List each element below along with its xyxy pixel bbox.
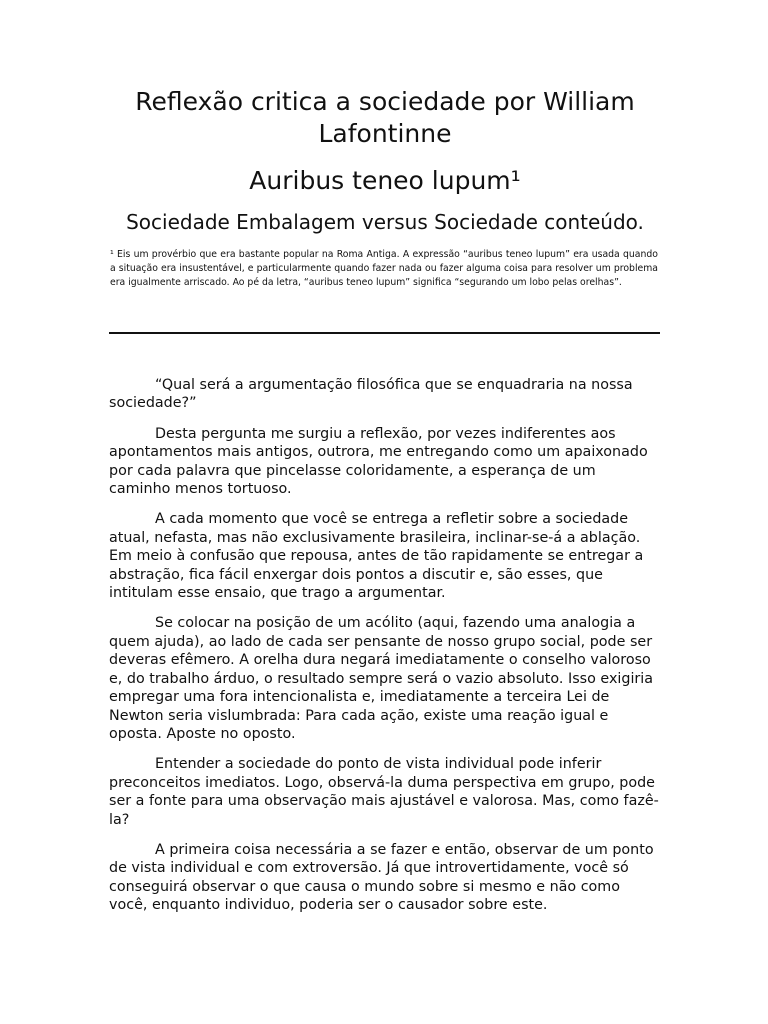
document-subtitle: Auribus teneo lupum¹ bbox=[249, 166, 521, 195]
document-title: Reflexão critica a sociedade por William Lafontinne bbox=[135, 87, 635, 148]
paragraph: A cada momento que você se entrega a refletir sobre a sociedade atual, nefasta, mas não exclusivamente brasileira, inclinar-se-á a ablação. Em meio à confusão que repousa, antes de tão rapidamente se entregar a abstração, fica fácil enxergar dois pontos a discutir e, são esses, que intitulam esse ensaio, que trago a argumentar. bbox=[109, 511, 644, 602]
paragraph: Desta pergunta me surgiu a reflexão, por vezes indiferentes aos apontamentos mais antigos, outrora, me entregando como um apaixonado por cada palavra que pincelasse coloridamente, a esperança de um caminho menos tortuoso. bbox=[109, 425, 648, 498]
horizontal-divider bbox=[109, 332, 660, 334]
paragraph: Se colocar na posição de um acólito (aqui, fazendo uma analogia a quem ajuda), ao lado de cada ser pensante de nosso grupo social, pode ser deveras efêmero. A orelha dura negará imediatamente o conselho valoroso e, do trabalho árduo, o resultado sempre será o vazio absoluto. Isso exigiria empregar uma fora intencionalista e, imediatamente a terceira Lei de Newton seria vislumbrada: Para cada ação, existe uma reação igual e oposta. Aposte no oposto. bbox=[109, 615, 654, 742]
footnote: ¹ Eis um provérbio que era bastante popular na Roma Antiga. A expressão “auribus teneo lupum” era usada quando a situação era insustentável, e particularmente quando fazer nada ou fazer alguma coisa para resolver um problema era igualmente arriscado. Ao pé da letra, “auribus teneo lupum” significa “segurando um lobo pelas orelhas”. bbox=[110, 249, 658, 288]
document-tagline: Sociedade Embalagem versus Sociedade conteúdo. bbox=[126, 210, 644, 234]
paragraph: Entender a sociedade do ponto de vista individual pode inferir preconceitos imediatos. Logo, observá-la duma perspectiva em grupo, pode ser a fonte para uma observação mais ajustável e valorosa. Mas, como fazê-la? bbox=[109, 756, 659, 828]
paragraph: A primeira coisa necessária a se fazer e então, observar de um ponto de vista individual e com extroversão. Já que introvertidamente, você só conseguirá observar o que causa o mundo sobre si mesmo e não como você, enquanto individuo, poderia ser o causador sobre este. bbox=[109, 841, 654, 914]
body-text bbox=[109, 376, 661, 927]
paragraph: “Qual será a argumentação filosófica que se enquadraria na nossa sociedade?” bbox=[109, 377, 633, 412]
